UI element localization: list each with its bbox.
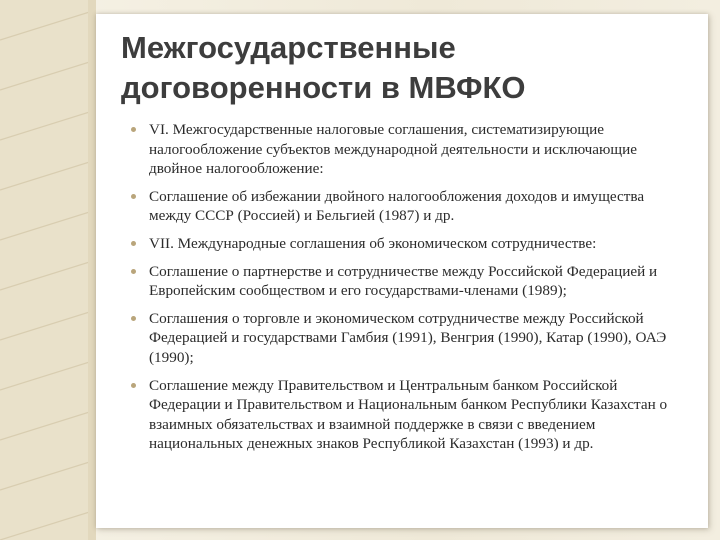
- bullet-item: [128, 262, 676, 301]
- slide-title-line-1: Межгосударственные: [121, 30, 456, 65]
- bullet-dot-icon: [131, 383, 136, 388]
- bullet-dot-icon: [131, 316, 136, 321]
- decorative-stripes: [0, 0, 96, 540]
- bullet-item: [128, 187, 676, 226]
- bullet-dot-icon: [131, 194, 136, 199]
- bullet-text: VI. Межгосударственные налоговые соглашения, систематизирующие налогообложение субъектов международной деятельности и исключающие двойное налогообложение:: [149, 121, 637, 178]
- slide-title: [121, 28, 681, 108]
- bullet-item: [128, 120, 676, 179]
- bullet-item: [128, 309, 676, 368]
- decorative-left-band: [0, 0, 96, 540]
- bullet-item: [128, 234, 676, 254]
- bullet-item: [128, 376, 676, 454]
- bullet-dot-icon: [131, 269, 136, 274]
- bullet-text: Соглашения о торговле и экономическом сотрудничестве между Российской Федерацией и государствами Гамбия (1991), Венгрия (1990), Катар (1990), ОАЭ (1990);: [149, 309, 667, 366]
- bullet-dot-icon: [131, 241, 136, 246]
- bullet-text: Соглашение о партнерстве и сотрудничестве между Российской Федерацией и Европейским сообществом и его государствами-членами (1989);: [149, 262, 658, 300]
- bullet-dot-icon: [131, 127, 136, 132]
- bullet-text: Соглашение об избежании двойного налогообложения доходов и имущества между СССР (Россией) и Бельгией (1987) и др.: [149, 187, 645, 225]
- slide-title-line-2: договоренности в МВФКО: [121, 70, 526, 105]
- bullet-text: VII. Международные соглашения об экономическом сотрудничестве:: [149, 234, 597, 252]
- bullet-list: [128, 120, 676, 462]
- bullet-text: Соглашение между Правительством и Центральным банком Российской Федерации и Правительством и Национальным банком Республики Казахстан о взаимных обязательствах и взаимной поддержке в связи с введением национальных денежных знаков Республикой Казахстан (1993) и др.: [149, 376, 668, 453]
